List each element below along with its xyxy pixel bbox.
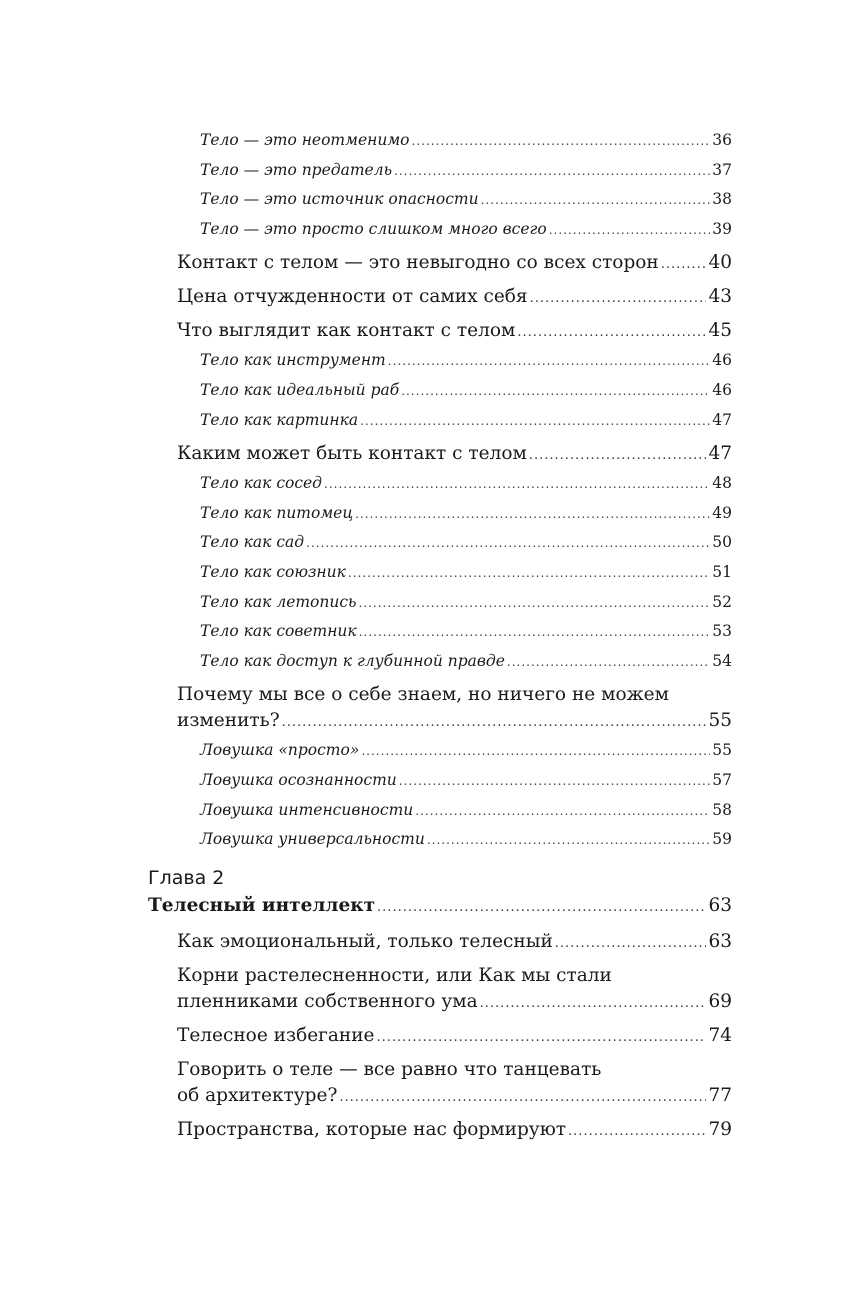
toc-section-entry[interactable]: [177, 250, 732, 278]
dot-leader: [377, 893, 706, 923]
toc-chapter-entry[interactable]: [148, 891, 732, 923]
toc-section-entry[interactable]: [177, 682, 732, 736]
toc-entry-title-line2: изменить?: [177, 710, 280, 732]
toc-entry-title: Тело как питомец: [200, 503, 354, 522]
toc-entry-page: 74: [708, 1024, 732, 1046]
dot-leader: [517, 320, 706, 346]
toc-entry-page: 43: [708, 286, 732, 308]
toc-entry-title: Ловушка «просто»: [200, 741, 360, 760]
toc-entry-title: Ловушка интенсивности: [200, 800, 414, 819]
toc-entry-title: Тело как инструмент: [200, 351, 386, 370]
dot-leader: [507, 648, 710, 677]
dot-leader: [306, 529, 710, 558]
toc-entry[interactable]: [200, 647, 732, 677]
dot-leader: [480, 991, 707, 1017]
toc-entry[interactable]: [200, 126, 732, 156]
dot-leader: [568, 1119, 706, 1145]
toc-entry[interactable]: [200, 796, 732, 826]
toc-section-entry[interactable]: [177, 318, 732, 346]
toc-section-entry[interactable]: [177, 963, 732, 1017]
dot-leader: [481, 186, 711, 215]
toc-entry-title-line2: пленниками собственного ума: [177, 990, 478, 1012]
toc-entry-page: 47: [708, 443, 732, 465]
toc-entry[interactable]: [200, 766, 732, 796]
toc-entry-title-line1: Почему мы все о себе знаем, но ничего не можем: [177, 684, 669, 706]
toc-entry-page: 37: [712, 160, 732, 179]
toc-entry-title: Тело как сосед: [200, 474, 323, 493]
dot-leader: [282, 710, 707, 736]
toc-entry-page: 48: [712, 474, 732, 493]
dot-leader: [339, 1085, 706, 1111]
toc-section-entry[interactable]: [177, 441, 732, 469]
toc-entry[interactable]: [200, 499, 732, 529]
toc-entry-line2: [177, 989, 732, 1017]
dot-leader: [427, 826, 710, 855]
toc-entry-page: 63: [708, 894, 732, 916]
toc-entry-line2: [177, 1083, 732, 1111]
toc-entry[interactable]: [200, 528, 732, 558]
chapter-label: Глава 2: [148, 866, 225, 889]
toc-entry-title: Пространства, которые нас формируют: [177, 1118, 567, 1140]
toc-entry-line2: [177, 708, 732, 736]
dot-leader: [529, 443, 707, 469]
toc-entry-title: Цена отчужденности от самих себя: [177, 286, 528, 308]
toc-entry-page: 51: [712, 562, 732, 581]
toc-entry-title-line2: об архитектуре?: [177, 1084, 338, 1106]
toc-entry-title: Тело — это неотменимо: [200, 131, 410, 149]
toc-entry-title: Контакт с телом — это невыгодно со всех сторон: [177, 252, 659, 274]
dot-leader: [361, 737, 710, 766]
toc-entry-page: 45: [708, 320, 732, 342]
dot-leader: [376, 1025, 706, 1051]
toc-entry-title: Тело как сад: [200, 533, 305, 552]
toc-entry-page: 57: [712, 770, 732, 789]
toc-entry[interactable]: [200, 736, 732, 766]
toc-entry-title: Тело как летопись: [200, 592, 357, 611]
toc-entry-page: 39: [712, 219, 732, 238]
toc-entry-title: Тело — это предатель: [200, 160, 393, 179]
toc-entry-title: Тело — это просто слишком много всего: [200, 219, 547, 238]
table-of-contents: [148, 126, 732, 1145]
toc-section-entry[interactable]: [177, 1023, 732, 1051]
dot-leader: [530, 286, 707, 312]
toc-entry-page: 63: [708, 930, 732, 952]
toc-entry-title: Что выглядит как контакт с телом: [177, 320, 516, 342]
toc-entry-page: 59: [712, 830, 732, 849]
toc-entry-page: 55: [712, 741, 732, 760]
toc-entry[interactable]: [200, 376, 732, 406]
toc-entry-title: Тело как картинка: [200, 410, 359, 429]
toc-entry-title: Как эмоциональный, только телесный: [177, 930, 553, 952]
toc-entry-title: Тело как идеальный раб: [200, 380, 400, 399]
dot-leader: [359, 618, 711, 647]
toc-entry-page: 47: [712, 410, 732, 429]
toc-entry-page: 55: [708, 710, 732, 732]
toc-entry[interactable]: [200, 406, 732, 436]
toc-entry[interactable]: [200, 588, 732, 618]
dot-leader: [661, 252, 707, 278]
toc-entry-page: 58: [712, 800, 732, 819]
toc-entry-page: 53: [712, 622, 732, 641]
dot-leader: [555, 931, 707, 957]
dot-leader: [549, 216, 711, 245]
dot-leader: [324, 470, 710, 499]
toc-section-entry[interactable]: [177, 929, 732, 957]
toc-entry[interactable]: [200, 617, 732, 647]
toc-entry-page: 40: [708, 252, 732, 274]
toc-entry[interactable]: [200, 825, 732, 855]
toc-entry-title: Тело как советник: [200, 622, 357, 641]
toc-entry[interactable]: [200, 156, 732, 186]
toc-entry-title-line1: Говорить о теле — все равно что танцевать: [177, 1058, 602, 1080]
toc-entry-title: Ловушка универсальности: [200, 830, 425, 849]
dot-leader: [355, 500, 710, 529]
dot-leader: [394, 157, 710, 186]
dot-leader: [360, 407, 710, 436]
toc-section-entry[interactable]: [177, 1117, 732, 1145]
toc-entry[interactable]: [200, 185, 732, 215]
chapter-title: Телесный интеллект: [148, 894, 376, 916]
toc-entry-page: 49: [712, 503, 732, 522]
toc-entry-page: 69: [708, 990, 732, 1012]
dot-leader: [401, 377, 710, 406]
dot-leader: [358, 589, 710, 618]
toc-entry-title: Тело — это источник опасности: [200, 190, 479, 209]
toc-entry-title-line1: Корни растелесненности, или Как мы стали: [177, 964, 612, 986]
toc-entry-title: Телесное избегание: [177, 1024, 375, 1046]
dot-leader: [388, 347, 711, 376]
toc-entry[interactable]: [200, 558, 732, 588]
toc-entry-page: 77: [708, 1084, 732, 1106]
toc-entry-title: Тело как доступ к глубинной правде: [200, 651, 505, 670]
toc-section-entry[interactable]: [177, 284, 732, 312]
toc-entry-page: 38: [712, 190, 732, 209]
toc-entry-page: 54: [712, 651, 732, 670]
toc-entry[interactable]: [200, 469, 732, 499]
dot-leader: [399, 767, 711, 796]
toc-entry-page: 50: [712, 533, 732, 552]
dot-leader: [348, 559, 710, 588]
toc-entry-page: 36: [712, 131, 732, 149]
toc-entry-page: 52: [712, 592, 732, 611]
toc-entry[interactable]: [200, 215, 732, 245]
toc-section-entry[interactable]: [177, 1057, 732, 1111]
toc-entry-title: Ловушка осознанности: [200, 770, 397, 789]
dot-leader: [415, 797, 710, 826]
dot-leader: [412, 127, 711, 156]
toc-entry-page: 79: [708, 1118, 732, 1140]
toc-entry-title: Каким может быть контакт с телом: [177, 443, 527, 465]
toc-entry[interactable]: [200, 346, 732, 376]
toc-entry-page: 46: [712, 351, 732, 370]
toc-entry-page: 46: [712, 380, 732, 399]
toc-entry-title: Тело как союзник: [200, 562, 346, 581]
